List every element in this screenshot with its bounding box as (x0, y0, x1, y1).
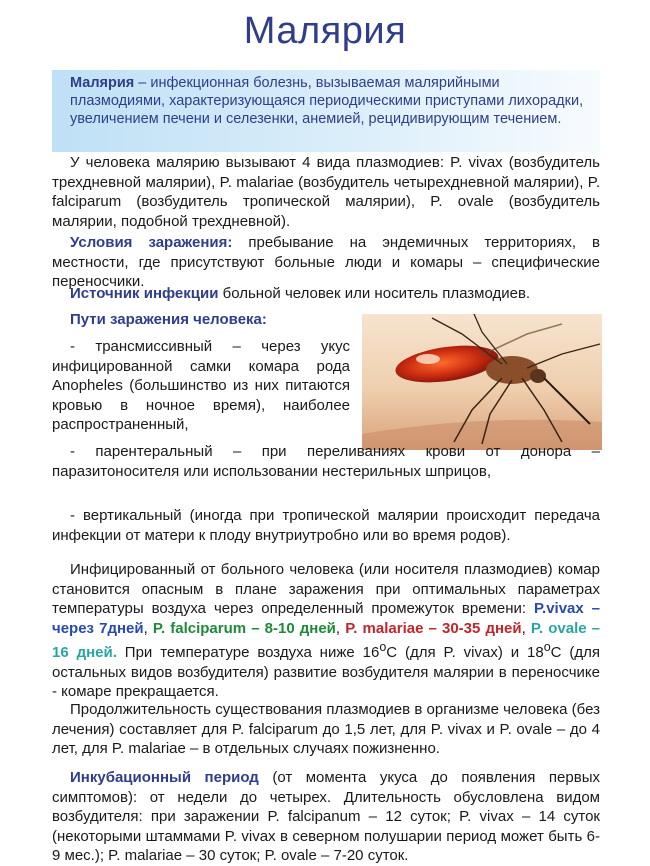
mosquito-paragraph: Инфицированный от больного человека (или носителя плазмодиев) комар становится опасным в плане заражения при оптимальных параметрах температуры воздуха через определенный промежуток времени: P.vivax – через 7дней, P. falciparum – 8-10 дней, P. malariae – 30-35 дней, P. ovale – 16 дней. При температуре воздуха ниже $16^оС$ (для P. vivax) и $18^оС$ (для остальных видов возбудителя) развитие возбудителя малярии в переносчике - комаре прекращается. (52, 561, 601, 700)
incubation-heading: Инкубационный период (70, 769, 259, 786)
route-vertical: - вертикальный (иногда при тропической малярии происходит передача инфекции от матери к плоду внутриутробно или во время родов). (52, 507, 600, 544)
mosquito-outro-b: С (для P. vivax) и 18 (386, 644, 544, 661)
incubation-paragraph (52, 768, 600, 866)
falciparum-period: P. falciparum – 8-10 дней (152, 619, 336, 637)
mosquito-intro: Инфицированный от больного человека (или носителя плазмодиев) комар становится опасным в плане заражения при оптимальных параметрах температуры воздуха через определенный промежуток времени: (52, 561, 600, 617)
source-text: больной человек или носитель плазмодиев. (218, 285, 531, 302)
mosquito-photo (362, 314, 602, 450)
definition-text (70, 74, 595, 128)
degree-mark: о (543, 640, 551, 654)
ovale-period: P. ovale – 16 дней. (52, 619, 601, 661)
conditions-heading: Условия заражения: (70, 234, 233, 251)
definition-body: – инфекционная болезнь, вызываемая малярийными плазмодиями, характеризующаяся периодическими приступами лихорадки, увеличением печени и селезенки, анемией, рецидивирующим течением. (70, 75, 584, 127)
definition-term: Малярия (70, 75, 135, 91)
mosquito-outro-a: При температуре воздуха ниже 16 (116, 644, 380, 661)
routes-heading: Пути заражения человека: (70, 311, 267, 328)
source-heading: Источник инфекции (70, 285, 219, 302)
mosquito-outro-c: С (для остальных видов возбудителя) развитие возбудителя малярии в переносчике - комаре прекращается. (52, 644, 601, 700)
incubation-text: (от момента укуса до появления первых симптомов): от недели до четырех. Длительность обусловлена видом возбудителя: при заражении P. falcipanum – 12 суток; P. vivax – 14 суток (некоторыми штаммами P. vivax в северном полушарии период может быть 6-9 мес.); P. malariae – 30 суток; P. ovale – 7-20 суток. (52, 769, 600, 864)
degree-mark: о (379, 640, 387, 654)
species-paragraph: У человека малярию вызывают 4 вида плазмодиев: P. vivax (возбудитель трехдневной малярии), P. malariae (возбудитель четырехдневной малярии), P. falciparum (возбудитель тропической малярии), P. ovale (возбудитель малярии, подобной трехдневной). (52, 154, 600, 230)
source-paragraph (70, 284, 600, 304)
conditions-text: пребывание на эндемичных территориях, в местности, где присутствуют больные люди и комары – специфические переносчики. (52, 234, 601, 290)
malariae-period: P. malariae – 30-35 дней (345, 619, 522, 637)
route-transmissive: - трансмиссивный – через укус инфицированной самки комара рода Anopheles (большинство из них питаются кровью в ночное время), наиболее распространенный, (52, 338, 350, 433)
page-title: Малярия (243, 10, 407, 52)
vivax-period: P.vivax – через 7дней (52, 600, 600, 637)
route-parenteral: - парентеральный – при переливаниях крови от донора – паразитоносителя или использовании нестерильных шприцов, (52, 443, 600, 480)
conditions-paragraph (52, 233, 600, 292)
duration-paragraph: Продолжительность существования плазмодиев в организме человека (без лечения) составляет для P. falciparum до 1,5 лет, для P. vivax и P. ovale – до 4 лет, для P. malariae – в отдельных случаях пожизненно. (52, 701, 600, 757)
